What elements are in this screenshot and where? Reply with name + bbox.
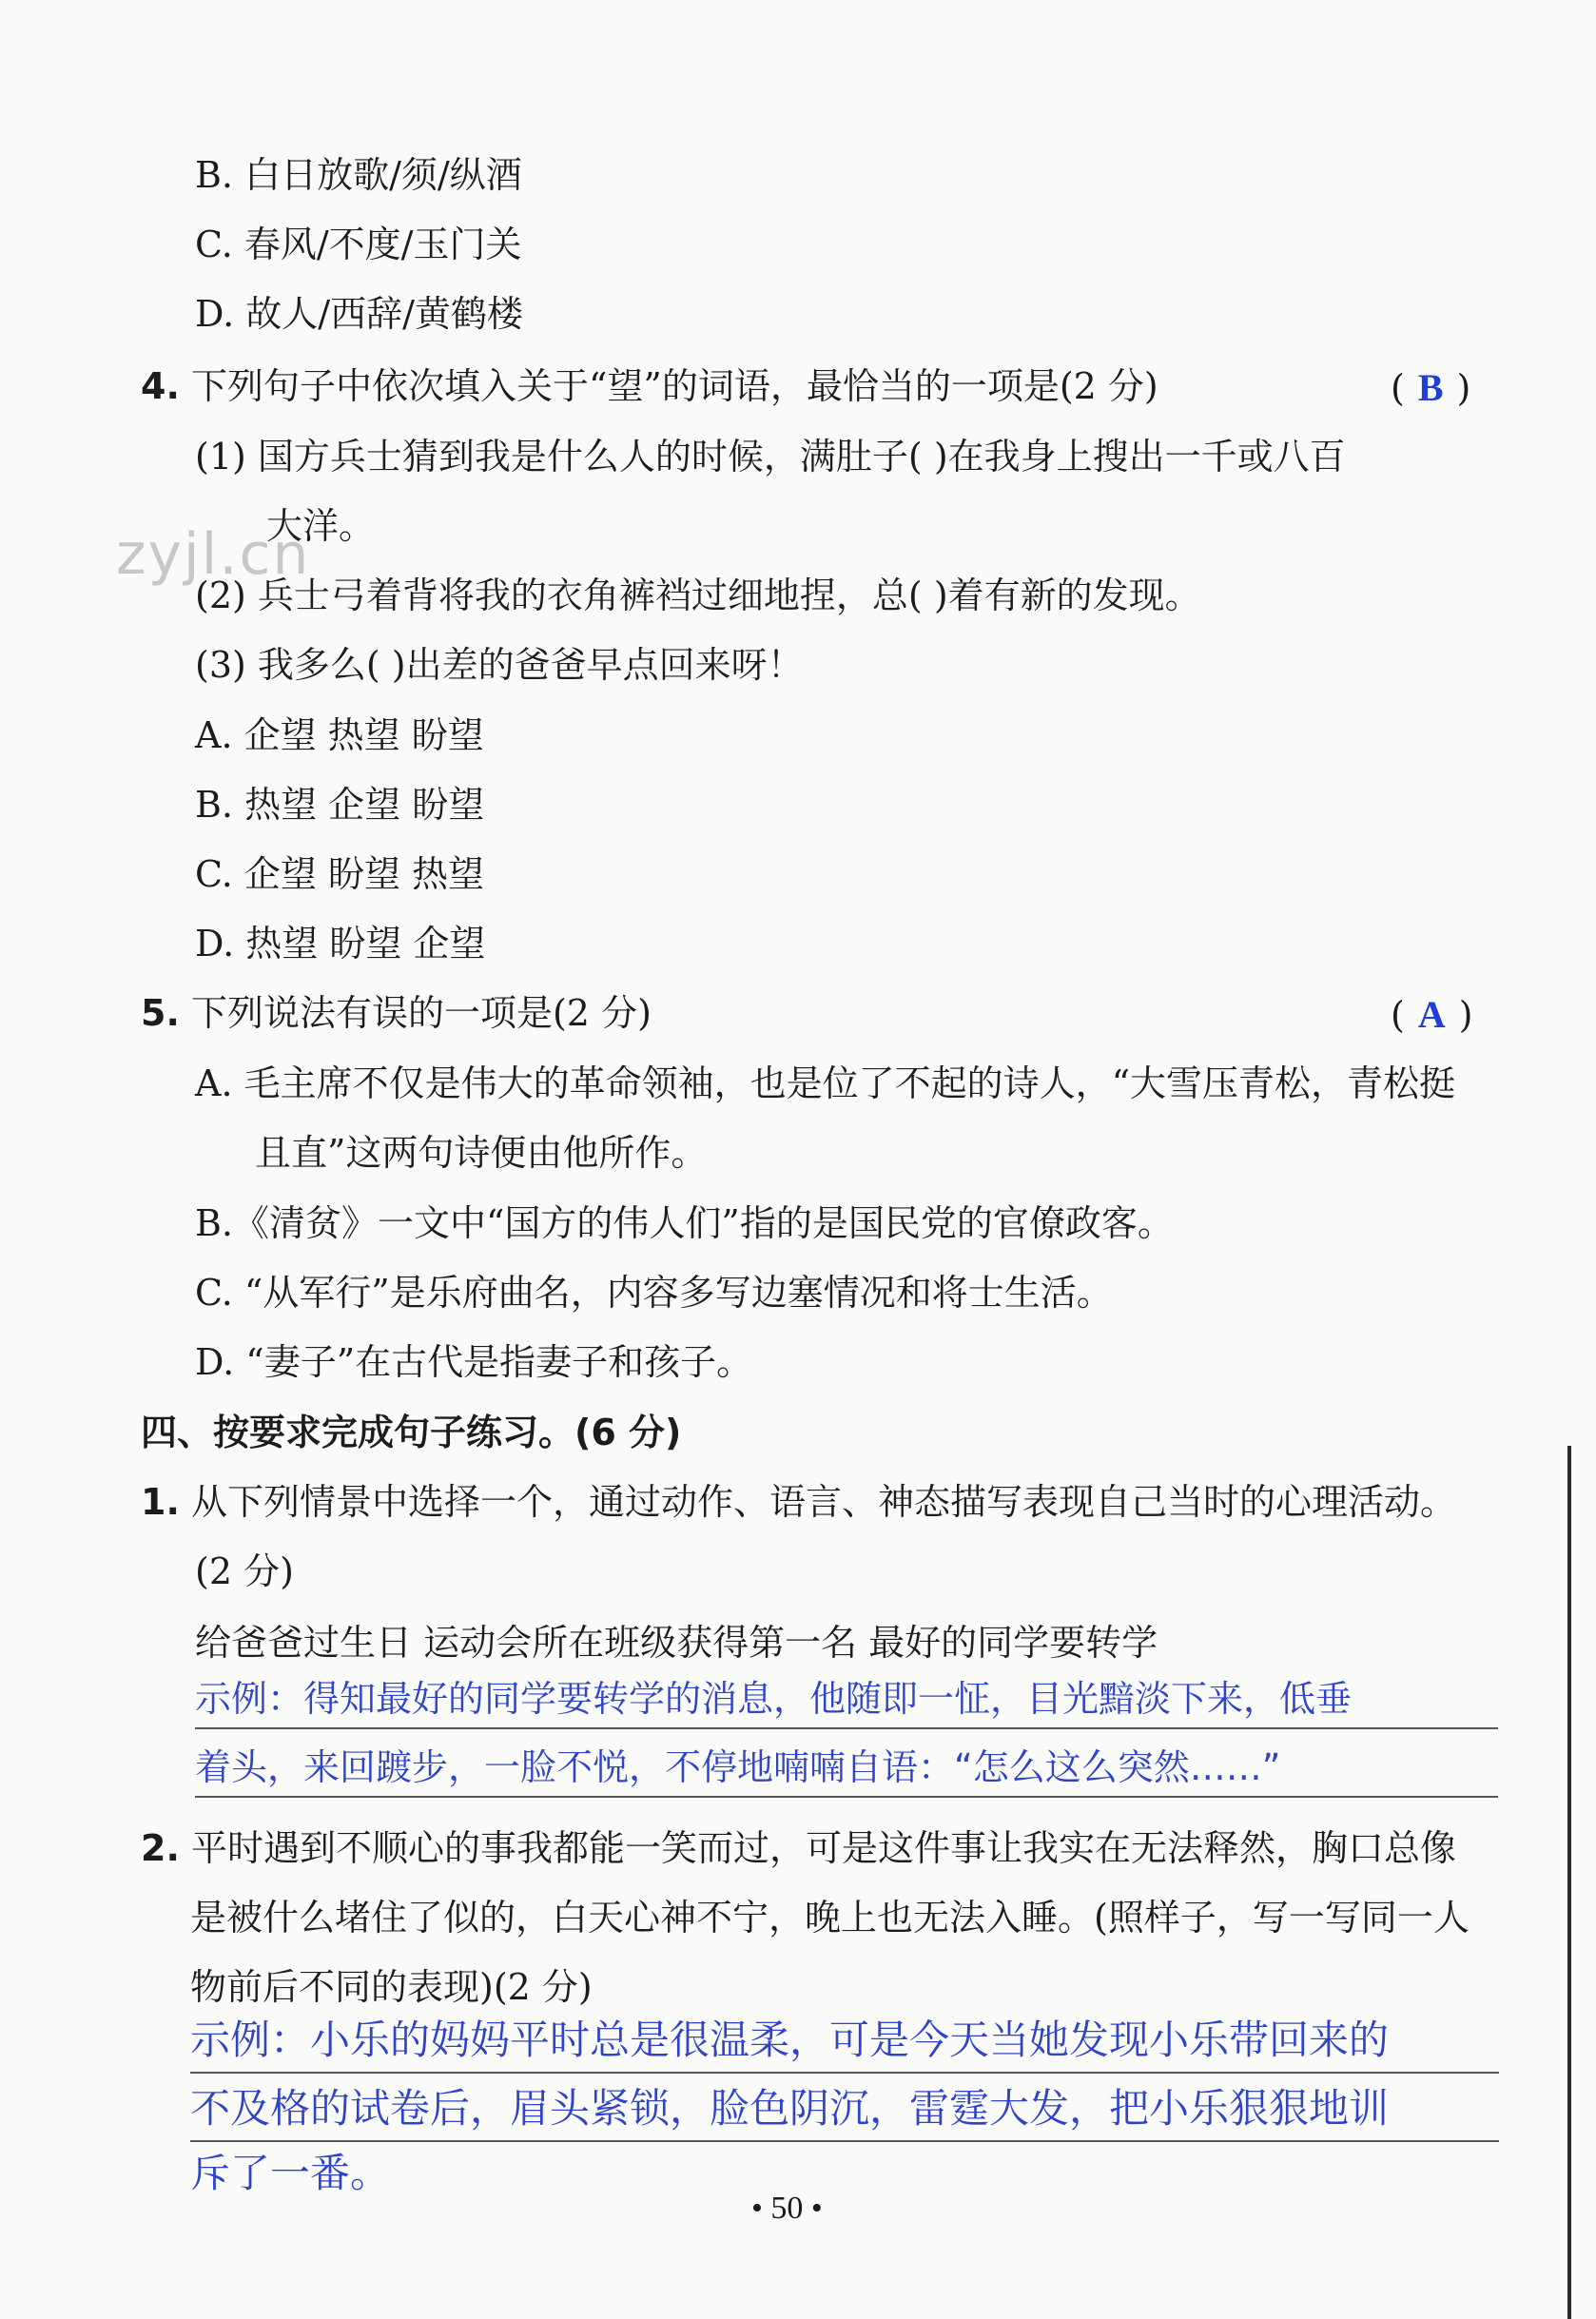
q5-number: 5. bbox=[141, 992, 180, 1034]
s4-q1-scenes: 给爸爸过生日 运动会所在班级获得第一名 最好的同学要转学 bbox=[195, 1622, 1158, 1664]
s4-q2-number: 2. bbox=[141, 1827, 180, 1869]
q5-option-c: C. “从军行”是乐府曲名，内容多写边塞情况和将士生活。 bbox=[195, 1272, 1113, 1314]
q4-option-d: D. 热望 盼望 企望 bbox=[195, 923, 486, 965]
q5-option-b: B.《清贫》一文中“国方的伟人们”指的是国民党的官僚政客。 bbox=[195, 1202, 1174, 1244]
watermark: zyjl.cn bbox=[116, 521, 311, 588]
s4-q1-answer-line-1: 示例：得知最好的同学要转学的消息，他随即一怔，目光黯淡下来，低垂 bbox=[195, 1678, 1353, 1720]
s4-q1-text: 从下列情景中选择一个，通过动作、语言、神态描写表现自己当时的心理活动。 bbox=[190, 1481, 1456, 1523]
q5-stem bbox=[141, 990, 652, 1036]
q4-stem bbox=[141, 363, 1158, 409]
s4-q1-points: (2 分) bbox=[195, 1550, 294, 1592]
q5-option-d: D. “妻子”在古代是指妻子和孩子。 bbox=[195, 1341, 753, 1383]
q4-number: 4. bbox=[141, 365, 180, 407]
q4-sentence-1: (1) 国方兵士猜到我是什么人的时候，满肚子( )在我身上搜出一千或八百 bbox=[195, 436, 1346, 477]
section-4-title: 四、按要求完成句子练习。(6 分) bbox=[141, 1412, 682, 1453]
q5-answer: A bbox=[1417, 993, 1446, 1036]
q3-option-c: C. 春风/不度/玉门关 bbox=[195, 224, 522, 265]
page-edge-shadow bbox=[1567, 1446, 1571, 2319]
q5-option-a-cont: 且直”这两句诗便由他所作。 bbox=[255, 1132, 708, 1174]
q4-answer-box: ( B ) bbox=[1391, 366, 1471, 409]
q4-option-a: A. 企望 热望 盼望 bbox=[195, 714, 484, 756]
s4-q2-text: 平时遇到不顺心的事我都能一笑而过，可是这件事让我实在无法释然，胸口总像 bbox=[190, 1827, 1456, 1869]
answer-underline bbox=[190, 2140, 1499, 2142]
s4-q2-text-3: 物前后不同的表现)(2 分) bbox=[190, 1966, 593, 2008]
answer-underline bbox=[190, 2072, 1499, 2074]
q4-option-b: B. 热望 企望 盼望 bbox=[195, 784, 485, 826]
s4-q2-answer-line-3: 斥了一番。 bbox=[190, 2150, 391, 2196]
q5-answer-box: ( A ) bbox=[1391, 993, 1473, 1036]
page-number: • 50 • bbox=[751, 2191, 823, 2226]
q4-sentence-1-cont: 大洋。 bbox=[266, 505, 376, 547]
s4-q2-stem bbox=[141, 1825, 1456, 1871]
answer-underline bbox=[195, 1727, 1498, 1729]
answer-underline bbox=[195, 1796, 1498, 1798]
q4-sentence-3: (3) 我多么( )出差的爸爸早点回来呀！ bbox=[195, 644, 804, 686]
q4-option-c: C. 企望 盼望 热望 bbox=[195, 853, 485, 895]
q5-stem-text: 下列说法有误的一项是(2 分) bbox=[190, 992, 652, 1034]
s4-q2-text-2: 是被什么堵住了似的，白天心神不宁，晚上也无法入睡。(照样子，写一写同一人 bbox=[190, 1897, 1469, 1939]
q5-option-a: A. 毛主席不仅是伟大的革命领袖，也是位了不起的诗人，“大雪压青松，青松挺 bbox=[195, 1062, 1456, 1104]
q3-option-b: B. 白日放歌/须/纵酒 bbox=[195, 154, 522, 196]
q4-sentence-2: (2) 兵士弓着背将我的衣角裤裆过细地捏，总( )着有新的发现。 bbox=[195, 575, 1201, 616]
s4-q2-answer-line-1: 示例：小乐的妈妈平时总是很温柔，可是今天当她发现小乐带回来的 bbox=[190, 2017, 1390, 2063]
s4-q2-answer-line-2: 不及格的试卷后，眉头紧锁，脸色阴沉，雷霆大发，把小乐狠狠地训 bbox=[190, 2085, 1390, 2132]
q4-answer: B bbox=[1417, 366, 1444, 409]
s4-q1-stem bbox=[141, 1479, 1456, 1525]
s4-q1-number: 1. bbox=[141, 1481, 180, 1523]
q3-option-d: D. 故人/西辞/黄鹤楼 bbox=[195, 293, 523, 335]
q4-stem-text: 下列句子中依次填入关于“望”的词语，最恰当的一项是(2 分) bbox=[190, 365, 1158, 407]
s4-q1-answer-line-2: 着头，来回踱步，一脸不悦，不停地喃喃自语：“怎么这么突然……” bbox=[195, 1746, 1281, 1788]
